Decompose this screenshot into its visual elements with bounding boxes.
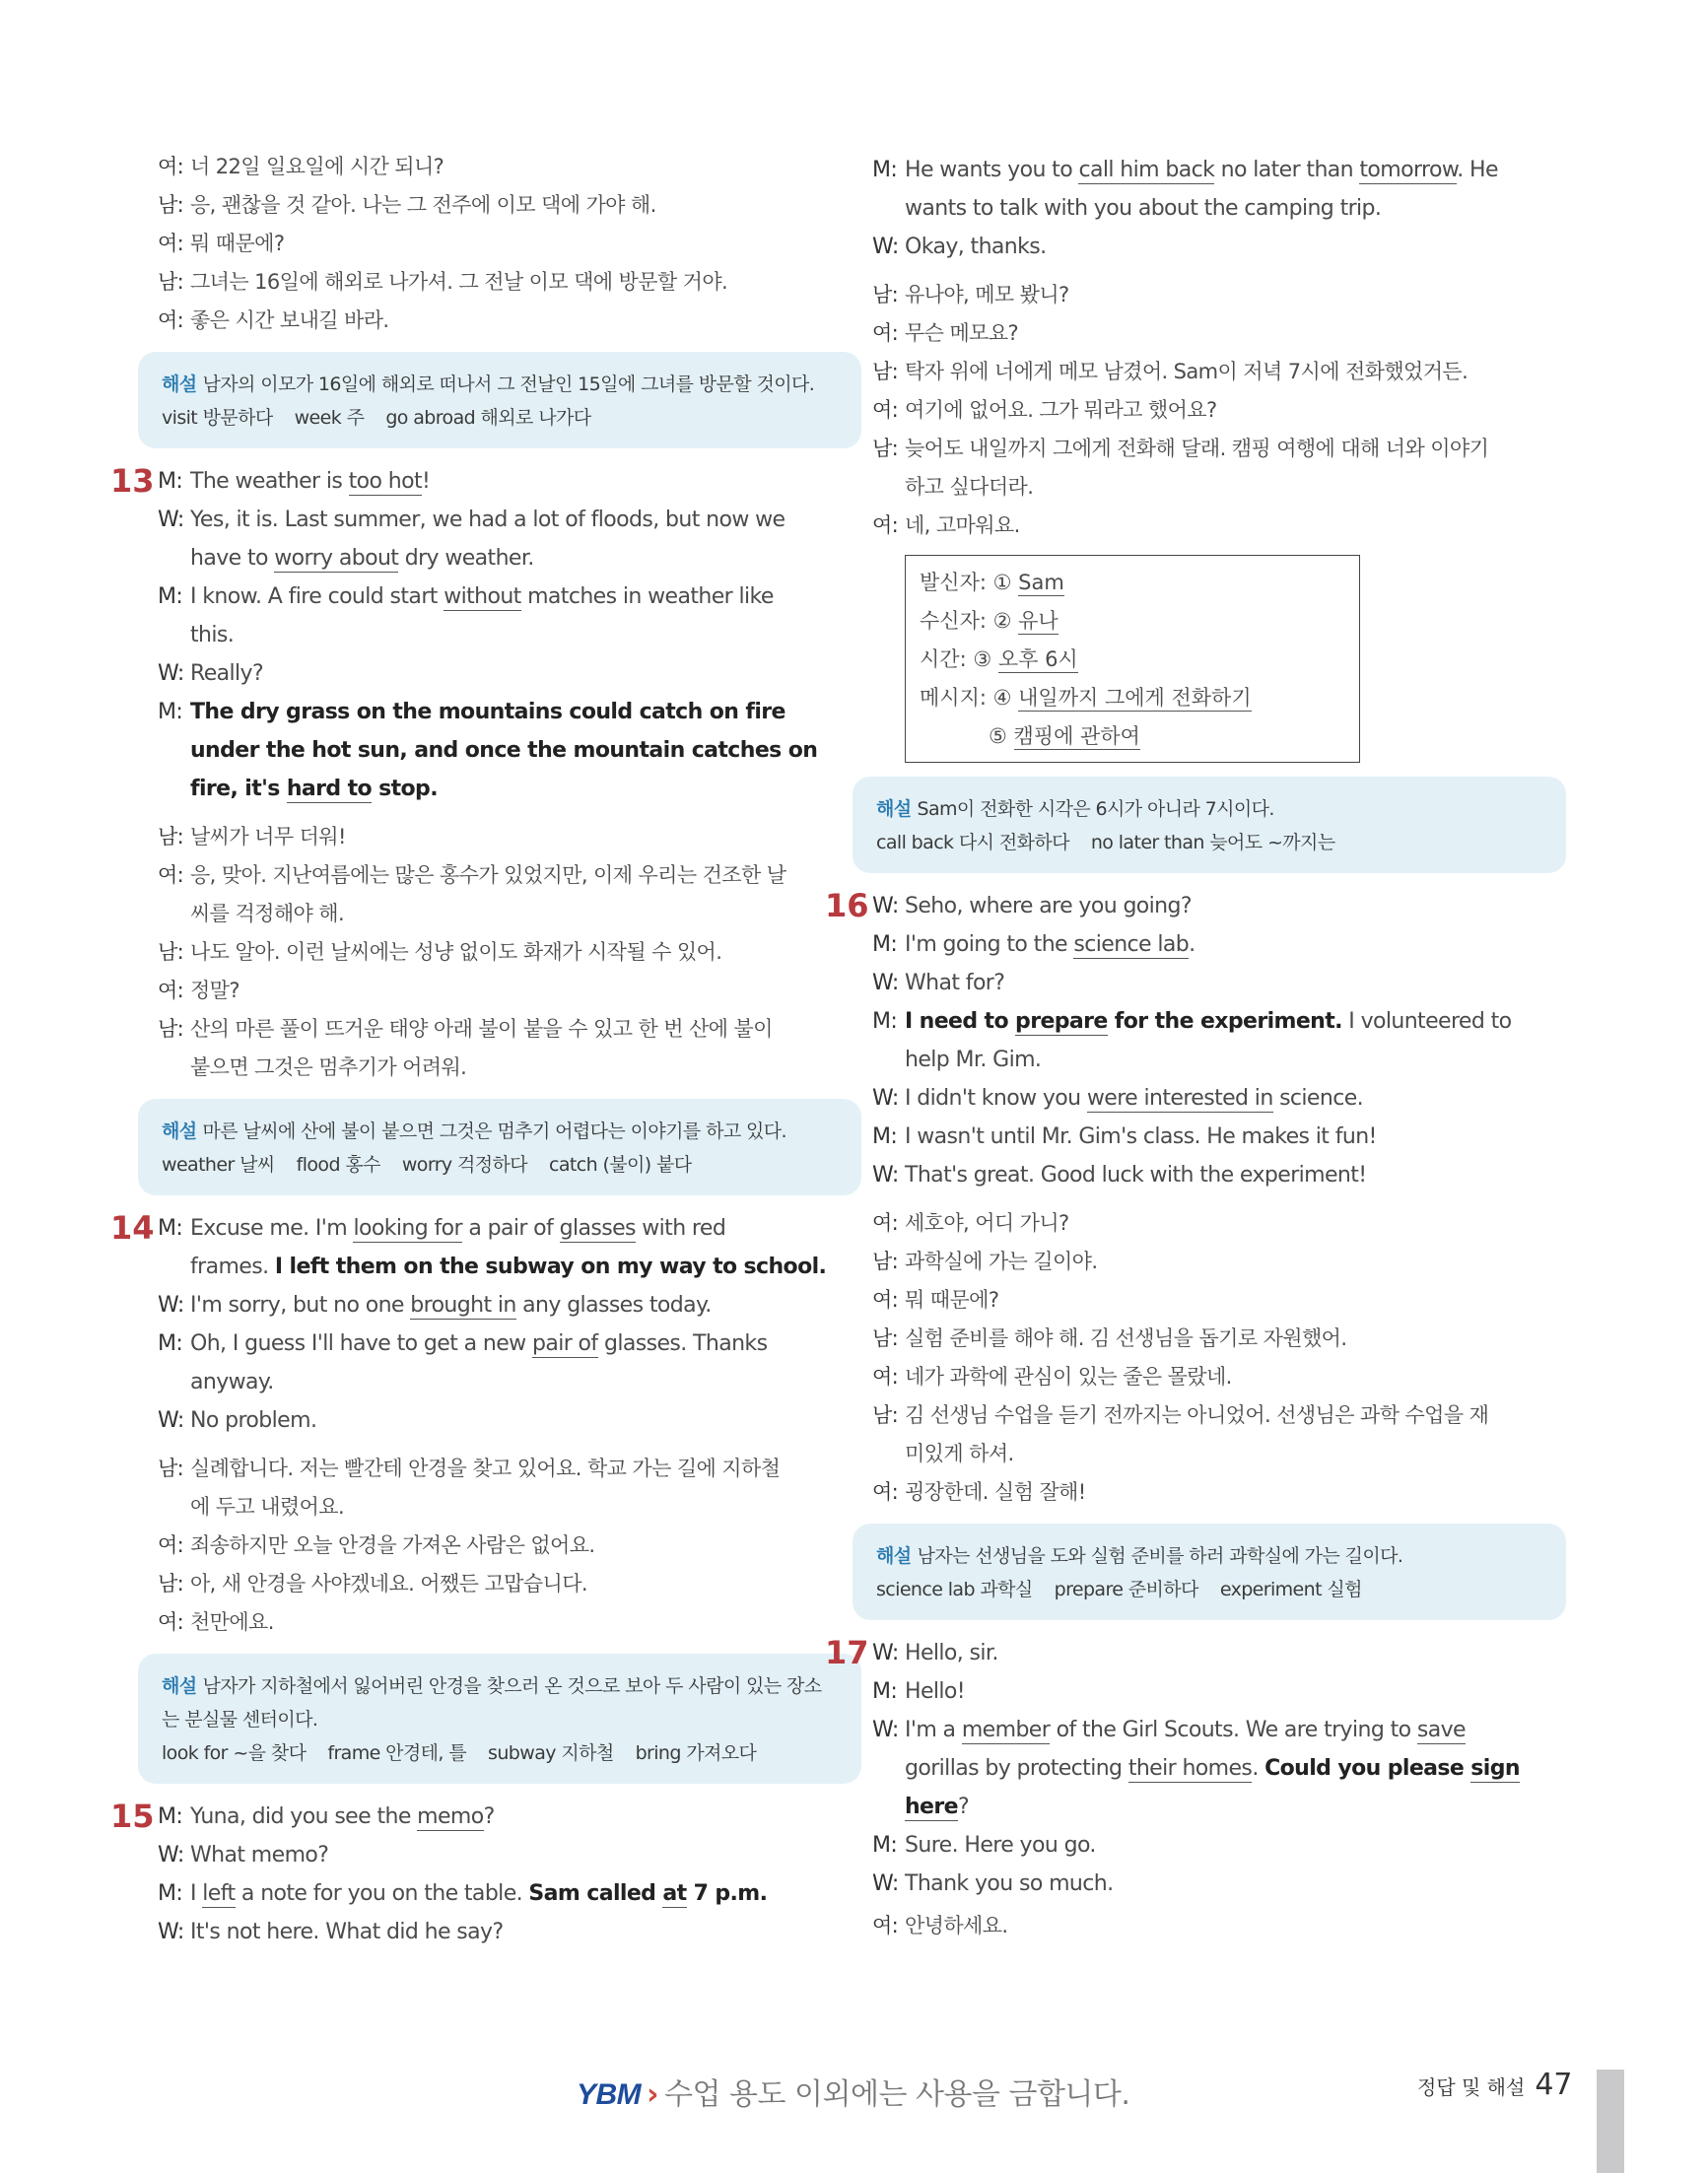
q16-korean-translation: 여: 세호야, 어디 가니? 남: 과학실에 가는 길이야. 여: 뭐 때문에? 남: 실험 준비를 해야 해. 김 선생님을 돕기로 자원했어. 여: 네가 과학에 관심이 있는 줄은 몰랐네. 남: 김 선생님 수업을 듣기 전까지는 아니었어. 선생님은 과학 수업을 재 미있게 하셔. 여: 굉장한데. 실험 잘해! (872, 1211, 1489, 1504)
question-number-13: 13 (110, 462, 155, 500)
q17-korean-translation: 여: 안녕하세요. (872, 1914, 1008, 1937)
vocab-list: look for ~을 찾다 frame 안경테, 틀 subway 지하철 bring 가져오다 (162, 1742, 757, 1764)
explanation-text: 남자는 선생님을 도와 실험 준비를 하러 과학실에 가는 길이다. (917, 1545, 1403, 1567)
question-number-17: 17 (825, 1634, 869, 1671)
explanation-text: 마른 날씨에 산에 불이 붙으면 그것은 멈추기 어렵다는 이야기를 하고 있다. (202, 1120, 786, 1142)
vocab-list (162, 401, 838, 435)
q15-dialogue-part1: 15 M: Yuna, did you see the memo? W: What memo? M: I left a note for you on the table. Sam called at 7 p.m. W: It's not here. What did he say? (110, 1798, 768, 1944)
ybm-logo: YBM (577, 2078, 642, 2111)
kr-line: 여: 좋은 시간 보내길 바라. (158, 308, 389, 332)
explanation-text: 남자가 지하철에서 잃어버린 안경을 찾으러 온 것으로 보아 두 사람이 있는 장소는 분실물 센터이다. (162, 1675, 822, 1731)
memo-message: 내일까지 그에게 전화하기 (1018, 686, 1252, 710)
q12-korean-translation (158, 148, 848, 340)
page-number: 47 (1535, 2068, 1573, 2102)
vocab-item: week 주 (294, 407, 365, 429)
q15-korean-translation: 남: 유나야, 메모 봤니? 여: 무슨 메모요? 남: 탁자 위에 너에게 메모 남겼어. Sam이 저녁 7시에 전화했었거든. 여: 여기에 없어요. 그가 뭐라고 했어요? 남: 늦어도 내일까지 그에게 전화해 달래. 캠핑 여행에 대해 너와 이야기 하고 싶다더라. 여: 네, 고마워요. (872, 283, 1489, 537)
q17-dialogue: 17 W: Hello, sir. M: Hello! W: I'm a member of the Girl Scouts. We are trying to save gorillas by protecting their homes. Could you please sign here? M: Sure. Here you go. W: Thank you so much. (825, 1634, 1520, 1896)
q13-dialogue: 13 M: The weather is too hot! W: Yes, it is. Last summer, we had a lot of floods, but now we have to worry about dry weather. M: I know. A fire could start without matches in weather like this. W: Really? M: The dry grass on the mountains could catch on fire under the hot sun, and once the mountain catches on fire, it's hard to stop. (110, 462, 818, 801)
kr-line: 남: 응, 괜찮을 것 같아. 나는 그 전주에 이모 댁에 가야 해. (158, 193, 656, 217)
vocab-list: weather 날씨 flood 홍수 worry 걱정하다 catch (불이) 붙다 (162, 1154, 692, 1176)
kr-line: 여: 너 22일 일요일에 시간 되니? (158, 155, 444, 178)
explanation-label: 해설 (876, 1545, 912, 1567)
question-number-15: 15 (110, 1798, 155, 1835)
memo-time: 오후 6시 (997, 647, 1078, 671)
memo-receiver: 유나 (1018, 609, 1059, 633)
q16-explanation-box (853, 1524, 1566, 1620)
footer-notice (577, 2070, 1129, 2113)
explanation-label: 해설 (162, 1120, 197, 1142)
vocab-list: science lab 과학실 prepare 준비하다 experiment 실험 (876, 1579, 1362, 1600)
explanation-label: 해설 (162, 1675, 197, 1697)
q15-explanation-box (853, 777, 1566, 873)
vocab-item: visit 방문하다 (162, 407, 273, 429)
memo-sender: Sam (1018, 571, 1064, 594)
question-number-16: 16 (825, 887, 869, 924)
section-title: 정답 및 해설 (1417, 2075, 1526, 2099)
q12-explanation-box (138, 352, 861, 448)
vocab-item: go abroad 해외로 나가다 (385, 407, 591, 429)
left-column (110, 148, 848, 1951)
vocab-list: call back 다시 전화하다 no later than 늦어도 ~까지는 (876, 832, 1335, 853)
explanation-label: 해설 (162, 373, 197, 395)
q14-explanation-box (138, 1654, 861, 1784)
question-number-14: 14 (110, 1209, 155, 1247)
kr-line: 여: 뭐 때문에? (158, 232, 285, 255)
q16-dialogue: 16 W: Seho, where are you going? M: I'm going to the science lab. W: What for? M: I need to prepare for the experiment. I volunteered to help Mr. Gim. W: I didn't know you were interested in science. M: I wasn't until Mr. Gim's class. He makes it fun! W: That's great. Good luck with the experiment! (825, 887, 1512, 1188)
page-footer (1417, 2068, 1573, 2102)
explanation-label: 해설 (876, 798, 912, 820)
kr-line: 남: 그녀는 16일에 해외로 나가셔. 그 전날 이모 댁에 방문할 거야. (158, 270, 728, 294)
page-edge-tab (1597, 2070, 1624, 2173)
explanation-text: 남자의 이모가 16일에 해외로 떠나서 그 전날인 15일에 그녀를 방문할 것이다. (202, 373, 815, 395)
memo-box: 발신자: ① Sam 수신자: ② 유나 시간: ③ 오후 6시 메시지: ④ 내일까지 그에게 전화하기 ⑤ 캠핑에 관하여 (905, 555, 1360, 763)
usage-notice: 수업 용도 이외에는 사용을 금합니다. (664, 2077, 1130, 2112)
q15-dialogue-part2: M: He wants you to call him back no later than tomorrow. He wants to talk with you about the camping trip. W: Okay, thanks. (872, 158, 1498, 259)
q14-dialogue: 14 M: Excuse me. I'm looking for a pair of glasses with red frames. I left them on the subway on my way to school. W: I'm sorry, but no one brought in any glasses today. M: Oh, I guess I'll have to get a new pair of glasses. Thanks anyway. W: No problem. (110, 1209, 827, 1433)
q14-korean-translation: 남: 실례합니다. 저는 빨간테 안경을 찾고 있어요. 학교 가는 길에 지하철 에 두고 내렸어요. 여: 죄송하지만 오늘 안경을 가져온 사람은 없어요. 남: 아, 새 안경을 사야겠네요. 어쨌든 고맙습니다. 여: 천만에요. (158, 1457, 781, 1634)
explanation-text: Sam이 전화한 시각은 6시가 아니라 7시이다. (917, 798, 1274, 820)
q13-explanation-box (138, 1099, 861, 1195)
memo-topic: 캠핑에 관하여 (1013, 724, 1140, 748)
chevron-right-icon: › (647, 2077, 659, 2112)
q13-korean-translation: 남: 날씨가 너무 더워! 여: 응, 맞아. 지난여름에는 많은 홍수가 있었지만, 이제 우리는 건조한 날 씨를 걱정해야 해. 남: 나도 알아. 이런 날씨에는 성냥 없이도 화재가 시작될 수 있어. 여: 정말? 남: 산의 마른 풀이 뜨거운 태양 아래 불이 붙을 수 있고 한 번 산에 불이 붙으면 그것은 멈추기가 어려워. (158, 825, 786, 1079)
right-column (825, 151, 1552, 1945)
